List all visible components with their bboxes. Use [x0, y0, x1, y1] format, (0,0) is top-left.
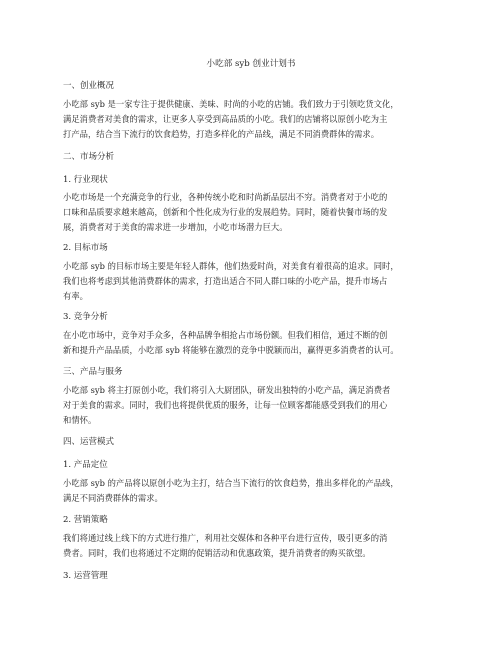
text-line: 展，消费者对于美食的需求进一步增加，小吃市场潜力巨大。: [63, 222, 288, 232]
paragraph-industry: [63, 190, 443, 235]
section-heading-operations: 四、运营模式: [63, 437, 115, 447]
subheading-positioning: 1. 产品定位: [63, 460, 108, 470]
section-heading-market: 二、市场分析: [63, 152, 115, 162]
subheading-target-market: 2. 目标市场: [63, 243, 108, 253]
text-line: 打产品，结合当下流行的饮食趋势，打造多样化的产品线，满足不同消费群体的需求。: [63, 129, 380, 139]
subheading-competition: 3. 竞争分析: [63, 312, 108, 322]
subheading-marketing: 2. 营销策略: [63, 515, 108, 525]
text-line: 我们将通过线上线下的方式进行推广，利用社交媒体和各种平台进行宣传，吸引更多的消: [63, 533, 388, 543]
paragraph-overview: [63, 97, 443, 142]
text-line: 小吃部 syb 的目标市场主要是年轻人群体，他们热爱时尚，对美食有着很高的追求。同时，: [63, 261, 399, 271]
paragraph-positioning: [63, 476, 443, 506]
text-line: 满足不同消费群体的需求。: [63, 493, 163, 503]
subheading-management: 3. 运营管理: [63, 571, 108, 581]
text-line: 在小吃市场中，竞争对手众多，各种品牌争相抢占市场份额。但我们相信，通过不断的创: [63, 330, 388, 340]
subheading-industry: 1. 行业现状: [63, 175, 108, 185]
paragraph-target-market: [63, 259, 443, 304]
text-line: 口味和品质要求越来越高，创新和个性化成为行业的发展趋势。同时，随着快餐市场的发: [63, 207, 388, 217]
text-line: 小吃部 syb 是一家专注于提供健康、美味、时尚的小吃的店铺。我们致力于引领吃货文化，: [63, 99, 399, 109]
paragraph-competition: [63, 328, 443, 358]
text-line: 我们也将考虑到其他消费群体的需求，打造出适合不同人群口味的小吃产品，提升市场占: [63, 276, 388, 286]
text-line: 小吃部 syb 将主打原创小吃，我们将引入大厨团队，研发出独特的小吃产品，满足消费者: [63, 385, 391, 395]
section-heading-products: 三、产品与服务: [63, 367, 123, 377]
text-line: 费者。同时，我们也将通过不定期的促销活动和优惠政策，提升消费者的购买欲望。: [63, 548, 371, 558]
text-line: 对于美食的需求。同时，我们也将提供优质的服务，让每一位顾客都能感受到我们的用心: [63, 400, 388, 410]
text-line: 和情怀。: [63, 415, 97, 425]
text-line: 新和提升产品品质，小吃部 syb 将能够在激烈的竞争中脱颖而出，赢得更多消费者的认可。: [63, 345, 399, 355]
document-title: 小吃部 syb 创业计划书: [206, 59, 296, 69]
paragraph-products: [63, 383, 443, 428]
paragraph-marketing: [63, 531, 443, 561]
section-heading-overview: 一、创业概况: [63, 81, 115, 91]
text-line: 小吃部 syb 的产品将以原创小吃为主打，结合当下流行的饮食趋势，推出多样化的产品线，: [63, 478, 399, 488]
text-line: 满足消费者对美食的需求，让更多人享受到高品质的小吃。我们的店铺将以原创小吃为主: [63, 114, 388, 124]
text-line: 小吃市场是一个充满竞争的行业，各种传统小吃和时尚新品层出不穷。消费者对于小吃的: [63, 192, 388, 202]
text-line: 有率。: [63, 291, 88, 301]
